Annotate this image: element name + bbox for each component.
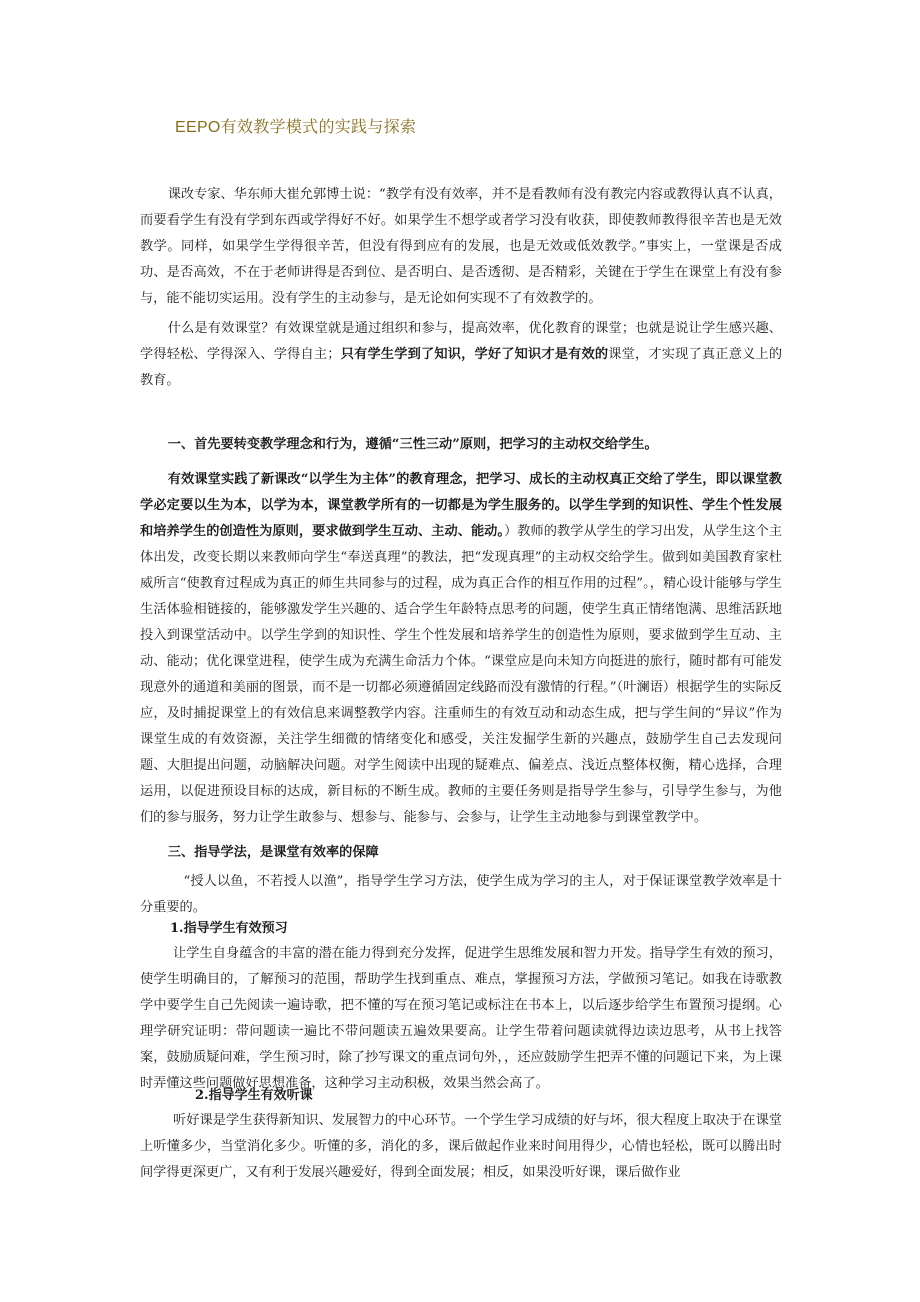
subheading-1-block [140,918,782,940]
section-heading-3: 三、指导学法，是课堂有效率的保障 [167,845,379,860]
section-heading-1: 一、首先要转变教学理念和行为，遵循“三性三动”原则，把学习的主动权交给学生。 [167,437,658,452]
paragraph-listening [140,1108,782,1186]
paragraph-3-rest: ）教师的教学从学生的学习出发，从学生这个主体出发，改变长期以来教师向学生“奉送真理”的教法，把“发现真理”的主动权交给学生。做到如美国教育家杜威所言“使教育过程成为真正的师生共同参与的过程，成为真正合作的相互作用的过程”。，精心设计能够与学生生活体验相链接的，能够激发学生兴趣的、适合学生年龄特点思考的问题，使学生真正情绪饱满、思维活跃地投入到课堂活动中。以学生学到的知识性、学生个性发展和培养学生的创造性为原则，要求做到学生互动、主动、能动；优化课堂进程，使学生成为充满生命活力个体。“课堂应是向未知方向挺进的旅行，随时都有可能发现意外的通道和美丽的图景，而不是一切都必须遵循固定线路而没有激情的行程。”（叶澜语）根据学生的实际反应，及时捕捉课堂上的有效信息来调整教学内容。注重师生的有效互动和动态生成，把与学生间的“异议”作为课堂生成的有效资源，关注学生细微的情绪变化和感受，关注发掘学生新的兴趣点，鼓励学生自己去发现问题、大胆提出问题，动脑解决问题。对学生阅读中出现的疑难点、偏差点、浅近点整体权衡，精心选择，合理运用，以促进预设目标的达成，新目标的不断生成。教师的主要任务则是指导学生参与，引导学生参与，为他们的参与服务，努力让学生敢参与、想参与、能参与、会参与，让学生主动地参与到课堂教学中。 [140,524,783,825]
subheading-listening: 2.指导学生有效听课 [195,1088,313,1103]
paragraph-4: “授人以鱼，不若授人以渔”，指导学生学习方法，使学生成为学习的主人，对于保证课堂教学效率是十分重要的。 [140,874,782,915]
paragraph-section-1 [140,467,782,831]
paragraph-5: 让学生自身蕴含的丰富的潜在能力得到充分发挥，促进学生思维发展和智力开发。指导学生有效的预习，使学生明确目的，了解预习的范围，帮助学生找到重点、难点，掌握预习方法，学做预习笔记。如我在诗歌教学中要学生自己先阅读一遍诗歌，把不懂的写在预习笔记或标注在书本上，以后逐步给学生布置预习提纲。心理学研究证明：带问题读一遍比不带问题读五遍效果要高。让学生带着问题读就得边读边思考，从书上找答案，鼓励质疑问难，学生预习时，除了抄写课文的重点词句外，，还应鼓励学生把弄不懂的问题记下来，为上课时弄懂这些问题做好思想准备，这种学习主动积极，效果当然会高了。 [140,946,782,1091]
paragraph-2 [140,316,782,394]
subheading-preview: 1.指导学生有效预习 [170,921,288,936]
subheading-2-block [140,1085,782,1107]
paragraph-section-3 [140,869,782,921]
paragraph-2-part-c: 课堂，才实现了真正意义上的教育。 [140,347,783,388]
paragraph-3-bold: 有效课堂实践了新课改“以学生为主体”的教育理念，把学习、成长的主动权真正交给了学生，即以课堂教学必定要以生为本，以学为本，课堂教学所有的一切都是为学生服务的。以学生学到的知识性、学生个性发展和培养学生的创造性为原则，要求做到学生互动、主动、能动。 [140,472,782,539]
paragraph-1: 课改专家、华东师大崔允郭博士说：“教学有没有效率，并不是看教师有没有教完内容或教得认真不认真，而要看学生有没有学到东西或学得好不好。如果学生不想学或者学习没有收获，即使教师教得很辛苦也是无效教学。同样，如果学生学得很辛苦，但没有得到应有的发展，也是无效或低效教学。”事实上，一堂课是否成功、是否高效，不在于老师讲得是否到位、是否明白、是否透彻、是否精彩，关键在于学生在课堂上有没有参与，能不能切实运用。没有学生的主动参与，是无论如何实现不了有效教学的。 [140,187,782,306]
paragraph-intro [140,182,782,312]
paragraph-2-bold: 只有学生学到了知识，学好了知识才是有效的 [340,347,609,362]
paragraph-preview [140,941,782,1097]
paragraph-effective-classroom [140,316,782,394]
paragraph-3 [140,467,782,831]
paragraph-6: 听好课是学生获得新知识、发展智力的中心环节。一个学生学习成绩的好与坏，很大程度上取决于在课堂上听懂多少，当堂消化多少。听懂的多，消化的多，课后做起作业来时间用得少，心情也轻松，既可以腾出时间学得更深更广，又有利于发展兴趣爱好，得到全面发展；相反，如果没听好课，课后做作业 [140,1113,782,1180]
paragraph-2-part-a: 什么是有效课堂？有效课堂就是通过组织和参与，提高效率，优化教育的课堂；也就是说让学生感兴趣、学得轻松、学得深入、学得自主； [140,321,782,362]
section-heading-1-block [140,434,782,456]
section-heading-3-block [140,842,782,864]
document-title: EEPO有效教学模式的实践与探索 [175,119,417,136]
